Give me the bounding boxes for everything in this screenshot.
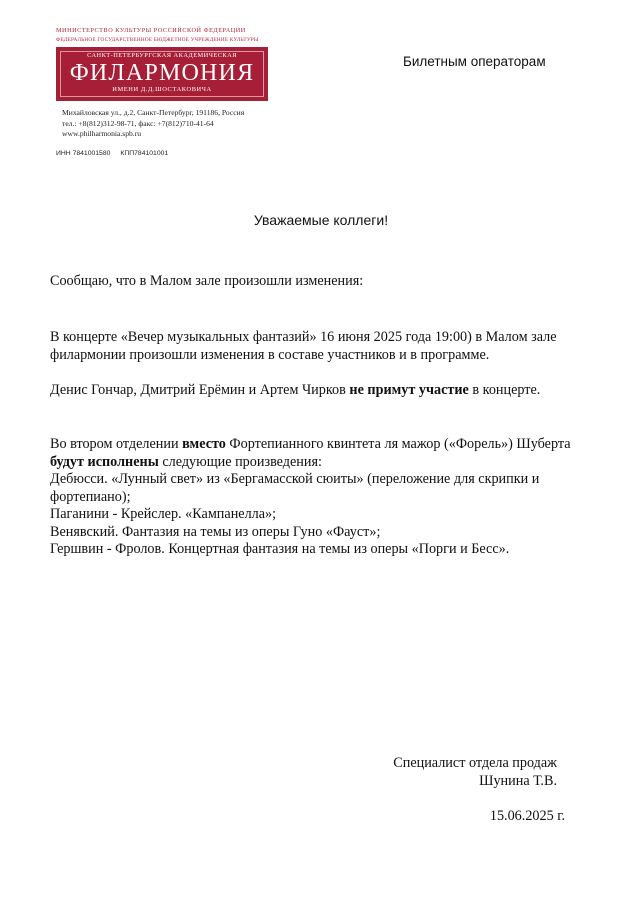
letter-date: 15.06.2025 г. <box>489 808 565 824</box>
work-item: Гершвин - Фролов. Концертная фантазия на темы из оперы «Порги и Бесс». <box>50 541 510 557</box>
performers-names: Денис Гончар, Дмитрий Ерёмин и Артем Чирков <box>50 382 350 398</box>
philharmonia-logo <box>56 47 268 101</box>
performers-tail: в концерте. <box>468 382 541 398</box>
program-text <box>50 436 585 471</box>
logo-bottom-text: ИМЕНИ Д.Д.ШОСТАКОВИЧА <box>112 86 212 93</box>
intro-paragraph <box>50 273 585 291</box>
will-be-performed-emphasis: будут исполнены <box>50 453 159 470</box>
logo-main-text: ФИЛАРМОНИЯ <box>69 60 255 86</box>
signer-name: Шунина Т.В. <box>479 772 557 789</box>
performers-text <box>50 382 585 400</box>
inn: ИНН 7841001580 <box>56 150 111 157</box>
program-text-c: Фортепианного квинтета ля мажор («Форель») Шуберта <box>225 436 571 452</box>
website: www.philharmonia.spb.ru <box>62 129 142 138</box>
work-item: Паганини - Крейслер. «Кампанелла»; <box>50 506 277 522</box>
ministry-line: МИНИСТЕРСТВО КУЛЬТУРЫ РОССИЙСКОЙ ФЕДЕРАЦИИ <box>56 27 246 34</box>
signature-block <box>393 755 557 790</box>
work-item: Дебюсси. «Лунный свет» из «Бергамасской сюиты» (переложение для скрипки и фортепиано); <box>50 471 540 505</box>
intro-text: Сообщаю, что в Малом зале произошли изменения: <box>50 273 364 289</box>
concert-text: В концерте «Вечер музыкальных фантазий» 16 июня 2025 года 19:00) в Малом зале филармонии произошли изменения в составе участников и в программе. <box>50 329 557 363</box>
concert-paragraph <box>50 329 585 364</box>
program-text-e: следующие произведения: <box>158 453 322 470</box>
program-paragraph <box>50 436 585 559</box>
work-item: Венявский. Фантазия на темы из оперы Гуно «Фауст»; <box>50 523 381 540</box>
performers-paragraph <box>50 382 585 400</box>
instead-emphasis: вместо <box>182 436 226 452</box>
recipient: Билетным операторам <box>403 54 546 69</box>
institution-line: ФЕДЕРАЛЬНОЕ ГОСУДАРСТВЕННОЕ БЮДЖЕТНОЕ УЧРЕЖДЕНИЕ КУЛЬТУРЫ <box>56 37 259 43</box>
salutation: Уважаемые коллеги! <box>253 212 389 228</box>
phone-fax: тел.: +8(812)312-98-71, факс: +7(812)710-41-64 <box>62 118 214 128</box>
program-text-a: Во втором отделении <box>50 436 183 452</box>
kpp: КПП784101001 <box>120 150 169 157</box>
contacts-block <box>62 108 276 140</box>
logo-top-text: САНКТ-ПЕТЕРБУРГСКАЯ АКАДЕМИЧЕСКАЯ <box>87 52 237 59</box>
tax-ids <box>56 150 168 157</box>
signer-position: Специалист отдела продаж <box>393 755 557 771</box>
not-participating-emphasis: не примут участие <box>349 382 469 398</box>
address: Михайловская ул., д.2, Санкт-Петербург, 191186, Россия <box>62 108 245 117</box>
letterhead <box>56 27 276 140</box>
